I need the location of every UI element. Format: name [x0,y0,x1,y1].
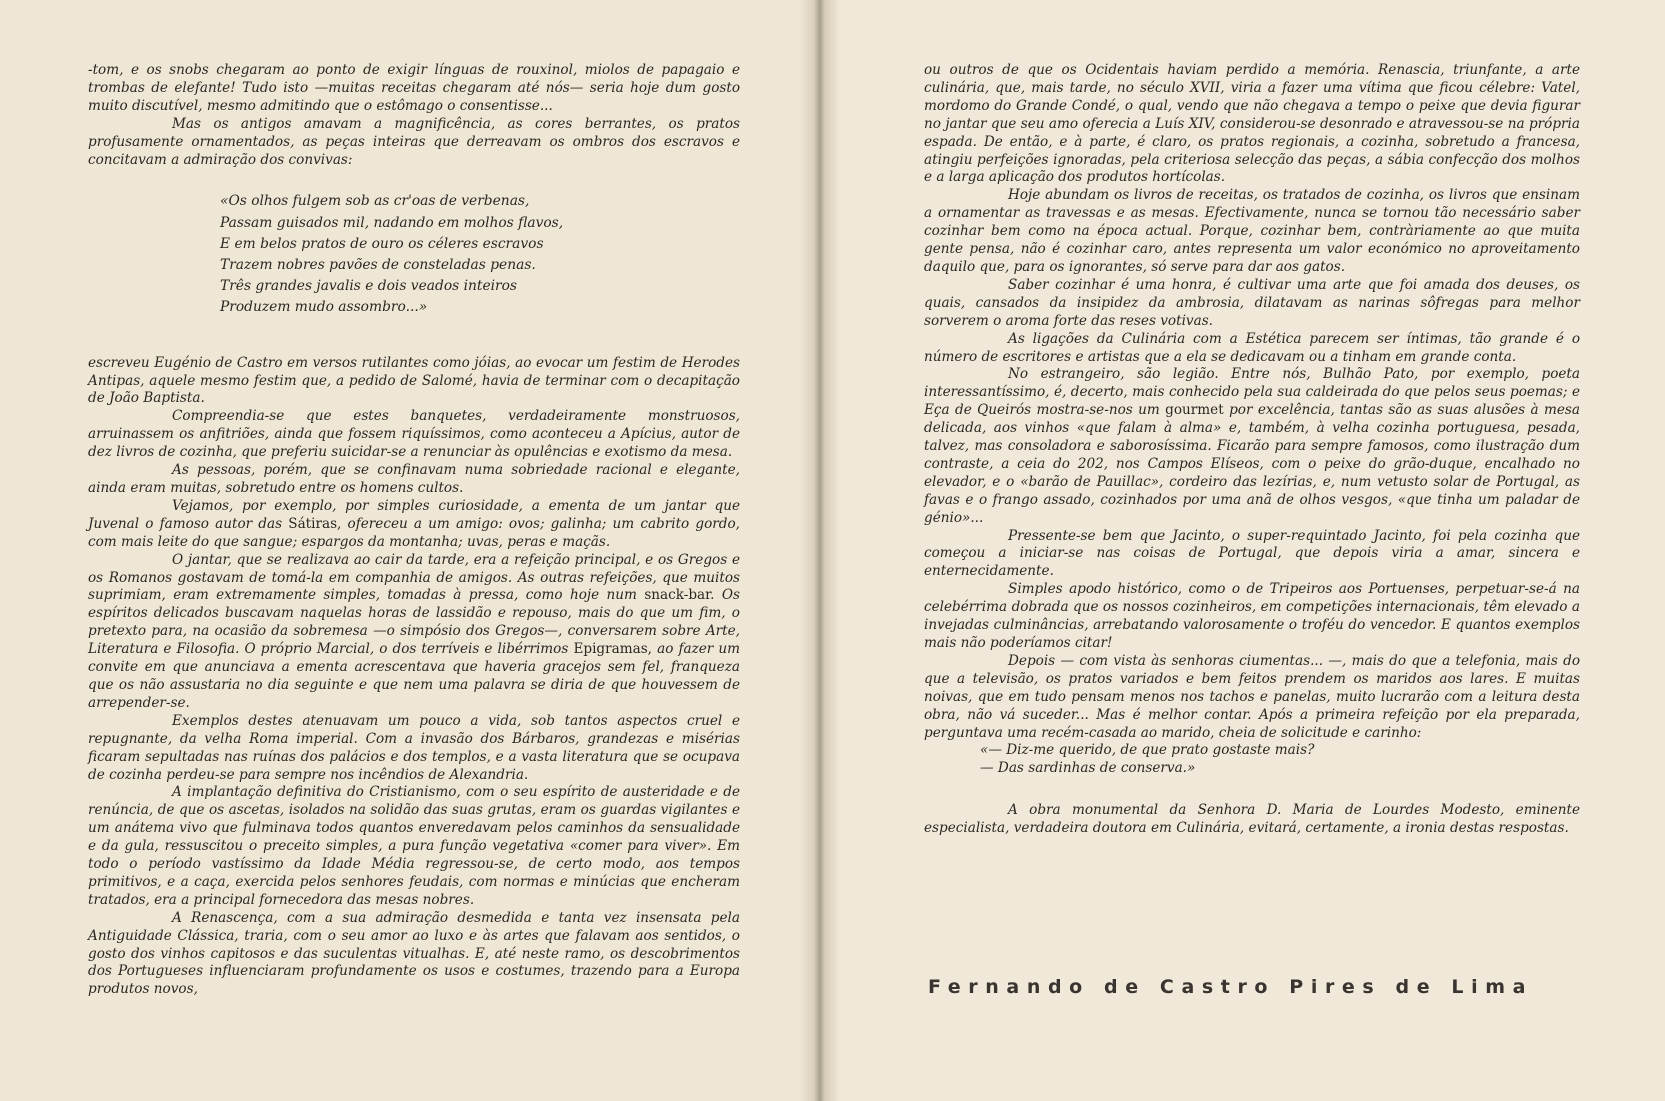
paragraph: Pressente-se bem que Jacinto, o super-requintado Jacinto, foi pela cozinha que começou a iniciar-se nas coisas de Portugal, que depois viria a amar, sincera e enternecidamente. [924,527,1580,580]
paragraph: As ligações da Culinária com a Estética parecem ser íntimas, tão grande é o número de escritores e artistas que a ela se dedicavam ou a tinham em grande conta. [924,330,1580,365]
poem-line: E em belos pratos de ouro os céleres escravos [220,235,544,252]
paragraph: Saber cozinhar é uma honra, é cultivar uma arte que foi amada dos deuses, os quais, cansados da insipidez da ambrosia, dilatavam as narinas sôfregas para melhor sorverem o aroma forte das reses votivas. [924,276,1580,329]
poem-line: Produzem mudo assombro...» [220,299,428,316]
text-run: por excelência, tantas são as suas alusões à mesa delicada, aos vinhos «que falam à alma» e, também, à velha cozinha portuguesa, pesada, talvez, mas consoladora e saborosíssima. Ficarão para sempre famosos, como ilustração dum contraste, a ceia do 202, nos Campos Elíseos, com o peixe do grão-duque, encalhado no elevador, e o «barão de Pauillac», cordeiro das lezírias, e, num vetusto solar de Portugal, as favas e o frango assado, cozinhados por uma anã de olhos vesgos, «que tinha um paladar de génio»... [924,402,1580,526]
paragraph: Depois — com vista às senhoras ciumentas... —, mais do que a telefonia, mais do que a televisão, os pratos variados e bem feitos prendem os maridos aos lares. E muitas noivas, que em tudo pensam menos nos tachos e panelas, muito lucrarão com a leitura desta obra, não vá suceder... Mas é melhor contar. Após a primeira refeição por ela preparada, perguntava uma recém-casada ao marido, cheia de solicitude e carinho: [924,652,1580,741]
poem-line: «Os olhos fulgem sob as cr'oas de verbenas, [220,193,530,210]
poem-quote [220,191,740,318]
right-page-text [924,62,1580,838]
paragraph: A Renascença, com a sua admiração desmedida e tanta vez insensata pela Antiguidade Clássica, traria, com o seu amor ao luxo e às artes que falavam aos sentidos, o gosto dos vinhos capitosos e das suculentas vitualhas. E, até neste ramo, os descobrimentos dos Portugueses influenciaram profundamente os usos e costumes, trazendo para a Europa produtos novos, [88,909,740,998]
text-run: O jantar, que se realizava ao cair da tarde, era a refeição principal, e os Gregos e os Romanos gostavam de tomá-la em companhia de amigos. As outras refeições, que muitos suprimiam, eram extremamente simples, tomadas à pressa, como hoje num [88,551,740,604]
dialogue-quote [924,742,1580,778]
paragraph: Mas os antigos amavam a magnificência, as cores berrantes, os pratos profusamente ornamentados, as peças inteiras que derreavam os ombros dos escravos e concitavam a admiração dos convivas: [88,115,740,168]
book-gutter [800,0,840,1101]
text-run: ofereceu a um amigo: ovos; galinha; um cabrito gordo, com mais leite do que sangue; espargos da montanha; uvas, peras e maçãs. [88,515,740,550]
paragraph: Exemplos destes atenuavam um pouco a vida, sob tantos aspectos cruel e repugnante, da velha Roma imperial. Com a invasão dos Bárbaros, grandezas e misérias ficaram sepultadas nas ruínas dos palácios e dos templos, e a vasta literatura que se ocupava de cozinha perdeu-se para sempre nos incêndios de Alexandria. [88,712,740,783]
paragraph: -tom, e os snobs chegaram ao ponto de exigir línguas de rouxinol, miolos de papagaio e trombas de elefante! Tudo isto —muitas receitas chegaram até nós— seria hoje dum gosto muito discutível, mesmo admitindo que o estômago o consentisse... [88,62,740,114]
paragraph: Hoje abundam os livros de receitas, os tratados de cozinha, os livros que ensinam a ornamentar as travessas e as mesas. Efectivamente, nunca se tornou tão necessário saber cozinhar bem como na época actual. Porque, cozinhar bem, contràriamente ao que muita gente pensa, não é cozinhar caro, antes representa um valor económico no aproveitamento daquilo que, para os ignorantes, só serve para dar aos gatos. [924,187,1580,275]
dialogue-line: — Das sardinhas de conserva.» [980,760,1196,777]
poem-line: Passam guisados mil, nadando em molhos flavos, [220,214,564,231]
text-run: No estrangeiro, são legião. Entre nós, Bulhão Pato, por exemplo, poeta interessantíssimo, é, decerto, mais conhecido pela sua caldeirada do que pelos seus poemas; e Eça de Queirós mostra-se-nos um [924,366,1580,419]
paragraph: Compreendia-se que estes banquetes, verdadeiramente monstruosos, arruinassem os anfitriões, ainda que fossem riquíssimos, como aconteceu a Apícius, autor de dez livros de cozinha, que preferiu suicidar-se a renunciar às opulências e exotismo da mesa. [88,408,740,461]
paragraph [88,552,740,713]
paragraph: escreveu Eugénio de Castro em versos rutilantes como jóias, ao evocar um festim de Herodes Antipas, aquele mesmo festim que, a pedido de Salomé, havia de terminar com o decapitação de João Baptista. [88,354,740,407]
poem-line: Três grandes javalis e dois veados inteiros [220,278,518,295]
author-signature: Fernando de Castro Pires de Lima [928,976,1534,998]
title-roman: Epigramas, [573,641,653,658]
paragraph [924,366,1580,527]
paragraph: A obra monumental da Senhora D. Maria de Lourdes Modesto, eminente especialista, verdadeira doutora em Culinária, evitará, certamente, a ironia destas respostas. [924,802,1580,837]
left-page-text [88,62,740,999]
paragraph [88,498,740,552]
term-roman: gourmet [1165,402,1224,419]
paragraph: ou outros de que os Ocidentais haviam perdido a memória. Renascia, triunfante, a arte culinária, que, mais tarde, no século XVII, viria a fazer uma vítima que ficou célebre: Vatel, mordomo do Grande Condé, o qual, vendo que não chegava a tempo o peixe que devia figurar no jantar que seu amo oferecia a Luís XIV, considerou-se desonrado e atravessou-se na própria espada. De então, e à parte, é claro, os pratos regionais, a cozinha, sobretudo a francesa, atingiu perfeições ignoradas, pela criteriosa selecção das peças, a sábia confecção dos molhos e a larga aplicação dos produtos hortícolas. [924,62,1580,186]
term-roman: snack-bar. [644,587,715,604]
text-run: Vejamos, por exemplo, por simples curiosidade, a ementa de um jantar que Juvenal o famoso autor das [88,497,740,532]
paragraph: Simples apodo histórico, como o de Tripeiros aos Portuenses, perpetuar-se-á na celebérrima dobrada que os nossos cozinheiros, em competições internacionais, têm elevado a invejadas culminâncias, arrebatando valorosamente o troféu do vencedor. E quantos exemplos mais não poderíamos citar! [924,581,1580,651]
text-run: Os espíritos delicados buscavam naquelas horas de lassidão e repouso, mais do que um fim, o pretexto para, na ocasião da sobremesa —o simpósio dos Gregos—, conversarem sobre Arte, Literatura e Filosofia. O próprio Marcial, o dos terríveis e libérrimos [88,587,740,658]
dialogue-line: «— Diz-me querido, de que prato gostaste mais? [980,742,1315,759]
paragraph: A implantação definitiva do Cristianismo, com o seu espírito de austeridade e de renúncia, de que os ascetas, isolados na solidão das suas grutas, eram os guardas vigilantes e um anátema vivo que fulminava todos quantos enveredavam pelos caminhos da sensualidade e da gula, ressuscitou o preceito simples, a pura função vegetativa «comer para viver». Em todo o período vastíssimo da Idade Média regressou-se, de certo modo, aos tempos primitivos, e a caça, exercida pelos senhores feudais, com normas e minúcias que encheram tratados, era a principal fornecedora das mesas nobres. [88,784,740,908]
paragraph: As pessoas, porém, que se confinavam numa sobriedade racional e elegante, ainda eram muitas, sobretudo entre os homens cultos. [88,462,740,496]
title-roman: Sátiras, [288,515,342,532]
text-run: ao fazer um convite em que anunciava a ementa acrescentava que haveria gracejos sem fel, franqueza que os não assustaria no dia seguinte e que nem uma palavra se diria de que houvessem de arrepender-se. [88,641,741,711]
poem-line: Trazem nobres pavões de consteladas penas. [220,257,536,274]
